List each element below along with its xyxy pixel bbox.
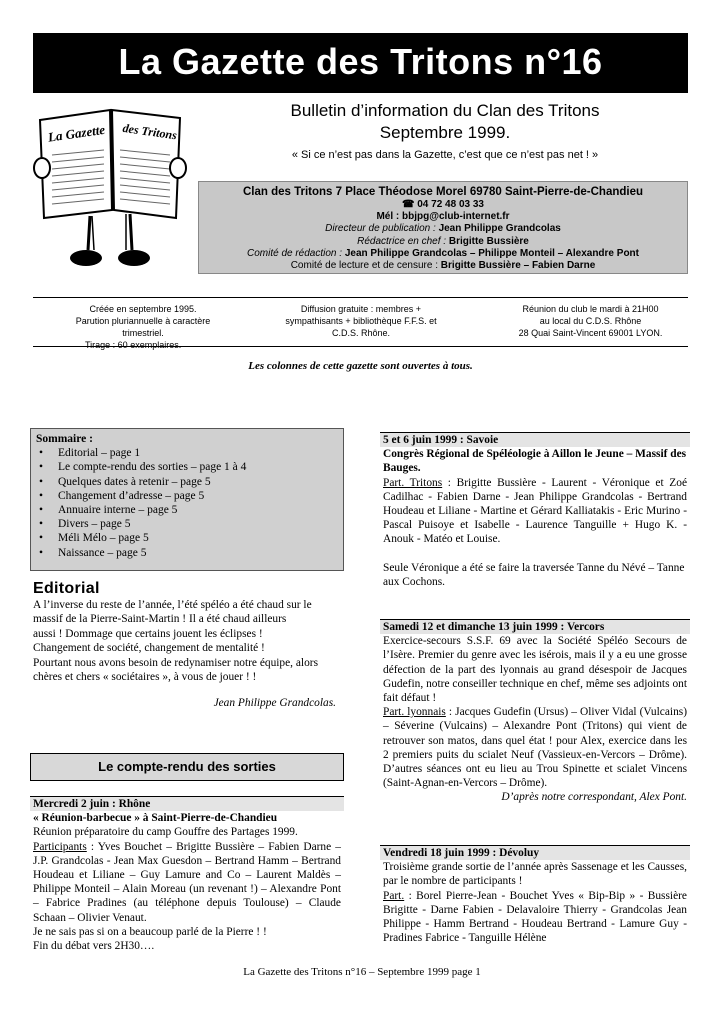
publication-info-center: Diffusion gratuite : membres + sympathisants + bibliothèque F.F.S. et C.D.S. Rhône.	[285, 304, 437, 338]
article-subheading: Congrès Régional de Spéléologie à Aillon le Jeune – Massif des Bauges.	[383, 448, 687, 475]
club-phone: ☎ 04 72 48 03 33	[402, 199, 484, 210]
editorial-heading: Editorial	[33, 580, 100, 597]
editorial-body: A l’inverse du reste de l’année, l’été spéléo a été chaud sur le massif de la Pierre-Saint-Martin ! Il a été chaud ailleurs aussi ! Dommage que certains jouent les éclipses ! Changement de société, changement de mentalité ! Pourtant nous avons besoin de redynamiser notre équipe, alors chères et chers « sociétaires », à vous de jouer ! !	[33, 599, 319, 684]
article-vercors	[380, 619, 690, 805]
article-text: Réunion préparatoire du camp Gouffre des Partages 1999.	[33, 826, 298, 839]
editorial-signature: Jean Philippe Grandcolas.	[213, 697, 336, 709]
article-text: Fin du débat vers 2H30….	[33, 940, 155, 953]
open-columns-note: Les colonnes de cette gazette sont ouvertes à tous.	[248, 360, 473, 372]
table-of-contents	[30, 428, 344, 571]
article-subheading: « Réunion-barbecue » à Saint-Pierre-de-Chandieu	[33, 812, 278, 825]
editorial-committee: Comité de rédaction : Jean Philippe Grandcolas – Philippe Monteil – Alexandre Pont	[247, 247, 639, 259]
contact-info-box	[198, 181, 688, 274]
toc-item: • Méli Mélo – page 5	[36, 531, 338, 545]
article-text: Seule Véronique a été se faire la traversée Tanne du Névé – Tanne aux Cochons.	[383, 561, 685, 588]
article-rhone	[30, 796, 344, 953]
toc-title: Sommaire :	[36, 433, 93, 445]
article-participants: Part. Tritons : Brigitte Bussière - Laurent - Véronique et Zoé Cadilhac - Fabien Darne - Jean Philippe Grandcolas - Bertrand Houdeau et Liliane - Martine et Gérard Kalliatakis - Eric Murino - Pascal Puisoye et Isabelle - Laurence Tanguille + Hugo K. - Anouk - Matéo et Louise.	[383, 476, 687, 546]
article-participants: Participants : Yves Bouchet – Brigitte Bussière – Fabien Darne – J.P. Grandcolas - Jean Max Guesdon – Bertrand Hamm – Bertrand Houdeau et Liliane – Guy Lamure and Co – Laurent Maldès – Philippe Monteil – Alain Moreau (un revenant !) – Alexandre Pont – Fabrice Pradines (au téléphone depuis Toulouse) – Claude Schaan – Olivier Venaut.	[33, 840, 341, 924]
article-heading: Mercredi 2 juin : Rhône	[30, 796, 344, 811]
club-address: Clan des Tritons 7 Place Théodose Morel 69780 Saint-Pierre-de-Chandieu	[242, 186, 644, 198]
article-signature: D’après notre correspondant, Alex Pont.	[501, 791, 687, 804]
toc-item: • Quelques dates à retenir – page 5	[36, 475, 338, 489]
article-text: Exercice-secours S.S.F. 69 avec la Société Spéléo Secours de l’Isère. Premier du genre avec les isérois, mais il y a eu une grosse défection de la part des lyonnais au grand désespoir de Jacques Gudefin, notre conseiller technique en chef, même ses adjoints ont fait défaut !	[383, 635, 687, 705]
article-participants: Part. lyonnais : Jacques Gudefin (Ursus) – Oliver Vidal (Vulcains) – Séverine (Vulcains) – Alexandre Pont (Tritons) qui vient de retrouver son matos, dans quel état ! pour Alex, exercice dans les 2 premiers puits du scialet Neuf (Vassieux-en-Vercors – Drôme). D’autres séances ont eu lieu au Trou Spinette et scialet Vincens (Saint-Agnan-en-Vercors – Drôme).	[383, 706, 687, 790]
article-heading: Vendredi 18 juin 1999 : Dévoluy	[380, 845, 690, 860]
publication-info-strip	[33, 297, 688, 350]
bulletin-line-1: Bulletin d’information du Clan des Tritons	[290, 101, 600, 120]
article-text: Je ne sais pas si on a beaucoup parlé de la Pierre ! !	[33, 925, 267, 938]
logo-label-right: des Tritons	[121, 120, 178, 143]
club-email: Mél : bbjpg@club-internet.fr	[376, 211, 510, 223]
article-text: Troisième grande sortie de l’année après Sassenage et les Causses, par le nombre de participants !	[383, 861, 687, 888]
publication-info-right: Réunion du club le mardi à 21H00 au local du C.D.S. Rhône 28 Quai Saint-Vincent 69001 LYON.	[518, 304, 663, 338]
bulletin-line-2: Septembre 1999.	[379, 123, 511, 142]
publication-info-left: Créée en septembre 1995. Parution pluriannuelle à caractère trimestriel. Tirage : 60 exemplaires.	[75, 304, 211, 350]
masthead-title: La Gazette des Tritons n°16	[33, 33, 688, 93]
toc-item: • Naissance – page 5	[36, 546, 338, 560]
section-heading-trip-reports: Le compte-rendu des sorties	[30, 753, 344, 781]
toc-item: • Changement d’adresse – page 5	[36, 489, 338, 503]
article-savoie	[380, 432, 690, 589]
article-devoluy	[380, 845, 690, 945]
article-participants: Part. : Borel Pierre-Jean - Bouchet Yves « Bip-Bip » - Bussière Brigitte - Darne Fabien - Delavaloire Thierry - Grandcolas Jean Philippe - Hamm Bertrand - Houdeau Bertrand - Lamure Guy - Pradines Fabrice - Tanguille Hélène	[383, 889, 687, 945]
logo-label-left: La Gazette	[47, 121, 106, 145]
page-footer: La Gazette des Tritons n°16 – Septembre 1999 page 1	[243, 966, 481, 978]
toc-item: • Le compte-rendu des sorties – page 1 à 4	[36, 460, 338, 474]
toc-item: • Annuaire interne – page 5	[36, 503, 338, 517]
toc-item: • Editorial – page 1	[36, 446, 338, 460]
newspaper-reader-logo	[30, 100, 200, 275]
review-committee: Comité de lecture et de censure : Brigitte Bussière – Fabien Darne	[290, 260, 596, 272]
article-heading: Samedi 12 et dimanche 13 juin 1999 : Vercors	[380, 619, 690, 634]
article-heading: 5 et 6 juin 1999 : Savoie	[380, 432, 690, 447]
toc-item: • Divers – page 5	[36, 517, 338, 531]
publication-director: Directeur de publication : Jean Philippe Grandcolas	[325, 223, 561, 235]
chief-editor: Rédactrice en chef : Brigitte Bussière	[357, 235, 529, 247]
bulletin-tagline: « Si ce n’est pas dans la Gazette, c’est que ce n’est pas net ! »	[291, 149, 599, 161]
